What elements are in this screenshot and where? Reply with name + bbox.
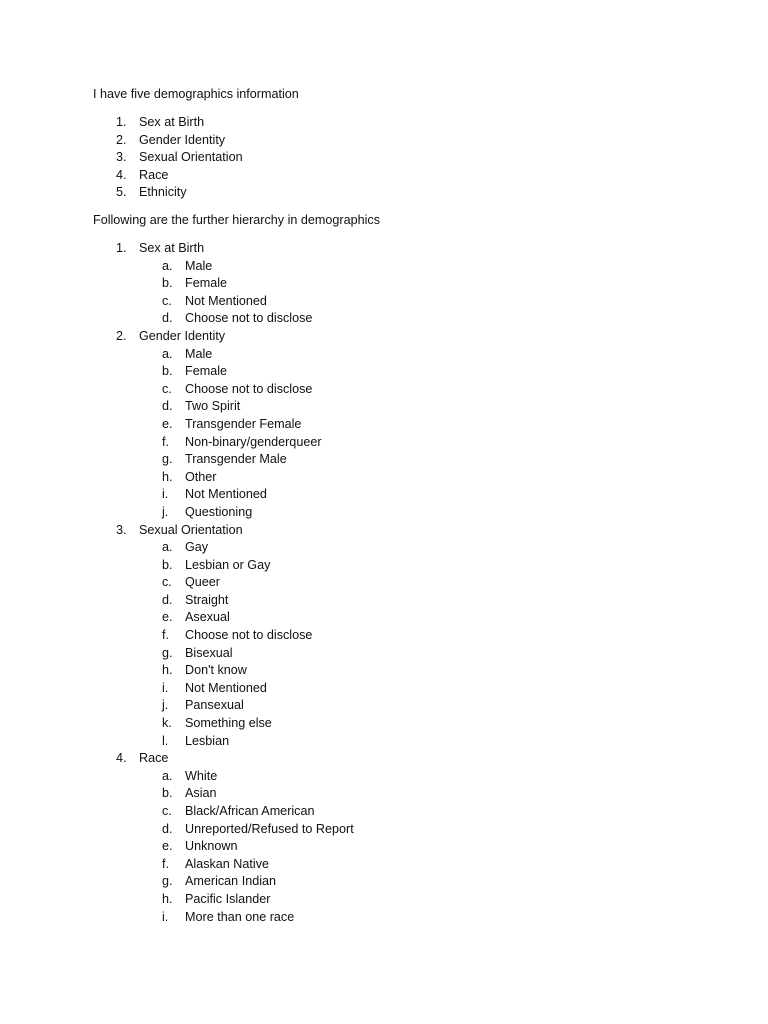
list-number: 4. [116,167,127,182]
option-label: Pansexual [185,698,244,713]
option-label: Not Mentioned [185,293,267,308]
option-label: Don't know [185,663,247,678]
option-label: Choose not to disclose [185,381,313,396]
hierarchy-intro-paragraph: Following are the further hierarchy in demographics [93,213,380,227]
section-label: Sexual Orientation [139,522,243,537]
option-label: More than one race [185,909,295,924]
list-number: 2. [116,132,127,147]
option-label: Lesbian [185,733,230,748]
list-letter: l. [162,733,169,748]
list-letter: c. [162,293,172,308]
list-letter: h. [162,469,173,484]
section-label: Race [139,751,169,766]
list-letter: d. [162,592,173,607]
option-label: Other [185,469,217,484]
category-label: Gender Identity [139,132,226,147]
list-number: 5. [116,185,127,200]
option-label: Pacific Islander [185,891,271,906]
option-label: Lesbian or Gay [185,557,271,572]
category-label: Sex at Birth [139,115,205,129]
option-label: Non-binary/genderqueer [185,434,322,449]
list-letter: i. [162,909,169,924]
option-label: Something else [185,716,272,731]
list-letter: e. [162,610,173,625]
list-letter: c. [162,575,172,590]
option-label: Asexual [185,610,230,625]
list-letter: d. [162,311,173,326]
list-letter: b. [162,557,173,572]
option-label: Not Mentioned [185,487,267,502]
list-letter: f. [162,434,169,449]
list-letter: a. [162,258,173,273]
option-label: Two Spirit [185,399,241,414]
list-letter: a. [162,540,173,555]
list-letter: f. [162,628,169,643]
category-label: Race [139,167,169,182]
section-label: Sex at Birth [139,241,205,255]
option-label: Female [185,276,227,291]
option-label: Male [185,258,213,273]
list-letter: j. [162,698,169,713]
list-letter: j. [162,504,169,519]
list-letter: a. [162,768,173,783]
list-letter: g. [162,452,173,467]
list-letter: b. [162,786,173,801]
list-letter: b. [162,364,173,379]
list-letter: d. [162,821,173,836]
option-label: Not Mentioned [185,680,267,695]
option-label: Gay [185,540,209,555]
option-label: Asian [185,786,217,801]
option-label: Male [185,346,213,361]
option-label: Choose not to disclose [185,628,313,643]
list-letter: b. [162,276,173,291]
option-label: Alaskan Native [185,856,269,871]
option-label: Female [185,364,227,379]
option-label: Bisexual [185,645,233,660]
option-label: White [185,768,218,783]
list-letter: i. [162,680,169,695]
list-letter: c. [162,381,172,396]
category-label: Ethnicity [139,185,187,200]
option-label: Straight [185,592,229,607]
list-letter: g. [162,645,173,660]
list-number: 4. [116,751,127,766]
list-letter: e. [162,416,173,431]
list-letter: h. [162,891,173,906]
option-label: Choose not to disclose [185,311,313,326]
list-letter: i. [162,487,169,502]
intro-paragraph: I have five demographics information [93,87,299,101]
option-label: Transgender Female [185,416,302,431]
option-label: Black/African American [185,804,315,818]
category-label: Sexual Orientation [139,150,243,165]
list-letter: h. [162,663,173,678]
list-letter: g. [162,874,173,889]
list-number: 3. [116,522,127,537]
list-letter: c. [162,804,172,818]
option-label: American Indian [185,874,277,889]
list-number: 3. [116,150,127,165]
list-number: 1. [116,115,127,129]
option-label: Questioning [185,504,253,519]
list-letter: f. [162,856,169,871]
list-letter: a. [162,346,173,361]
list-number: 2. [116,328,127,343]
option-label: Unknown [185,839,238,854]
list-letter: k. [162,716,172,731]
section-label: Gender Identity [139,328,226,343]
list-letter: e. [162,839,173,854]
option-label: Queer [185,575,221,590]
list-number: 1. [116,241,127,255]
option-label: Transgender Male [185,452,287,467]
option-label: Unreported/Refused to Report [185,821,354,836]
list-letter: d. [162,399,173,414]
